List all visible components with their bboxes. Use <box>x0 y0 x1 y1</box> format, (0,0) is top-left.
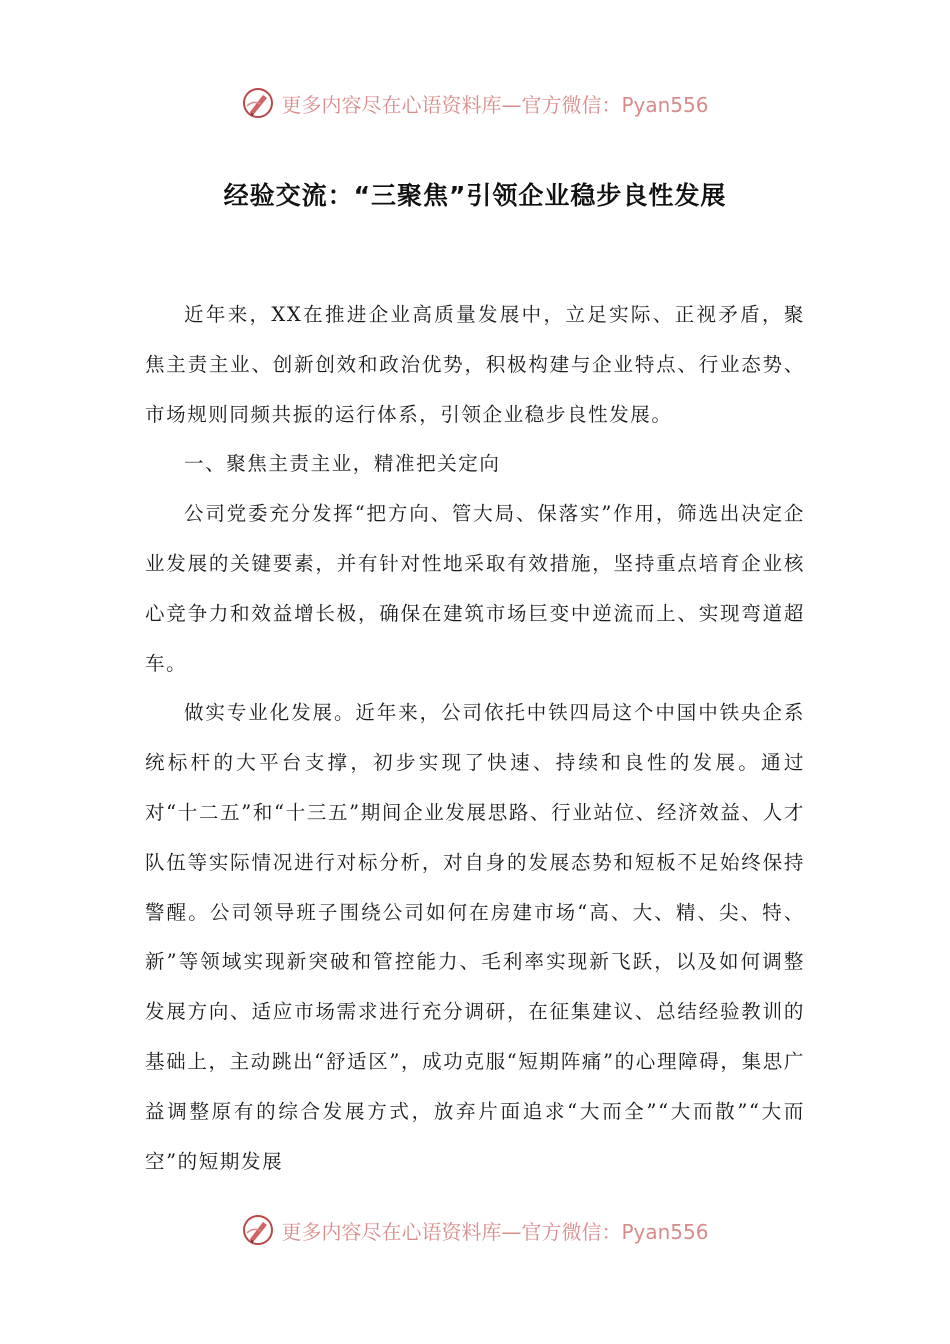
header-watermark-banner <box>0 83 950 123</box>
pen-logo-icon <box>241 1213 275 1247</box>
footer-watermark-banner <box>0 1210 950 1250</box>
header-watermark-text: 更多内容尽在心语资料库—官方微信：Pyan556 <box>281 92 709 117</box>
document-body <box>145 290 805 1186</box>
pen-logo-icon <box>241 86 275 120</box>
document-title: 经验交流：“三聚焦”引领企业稳步良性发展 <box>223 181 727 210</box>
footer-watermark-text: 更多内容尽在心语资料库—官方微信：Pyan556 <box>281 1219 709 1244</box>
section-1-paragraph-2: 做实专业化发展。近年来，公司依托中铁四局这个中国中铁央企系统标杆的大平台支撑，初步实现了快速、持续和良性的发展。通过对“十二五”和“十三五”期间企业发展思路、行业站位、经济效益、人才队伍等实际情况进行对标分析，对自身的发展态势和短板不足始终保持警醒。公司领导班子围绕公司如何在房建市场“高、大、精、尖、特、新”等领域实现新突破和管控能力、毛利率实现新飞跃，以及如何调整发展方向、适应市场需求进行充分调研，在征集建议、总结经验教训的基础上，主动跳出“舒适区”，成功克服“短期阵痛”的心理障碍，集思广益调整原有的综合发展方式，放弃片面追求“大而全”“大而散”“大而空”的短期发展 <box>145 701 805 1173</box>
section-heading-1: 一、聚焦主责主业，精准把关定向 <box>184 452 501 476</box>
intro-paragraph: 近年来，XX在推进企业高质量发展中，立足实际、正视矛盾，聚焦主责主业、创新创效和政治优势，积极构建与企业特点、行业态势、市场规则同频共振的运行体系，引领企业稳步良性发展。 <box>145 303 805 426</box>
section-1-paragraph-1: 公司党委充分发挥“把方向、管大局、保落实”作用，筛选出决定企业发展的关键要素，并有针对性地采取有效措施，坚持重点培育企业核心竞争力和效益增长极，确保在建筑市场巨变中逆流而上、实现弯道超车。 <box>145 502 805 675</box>
